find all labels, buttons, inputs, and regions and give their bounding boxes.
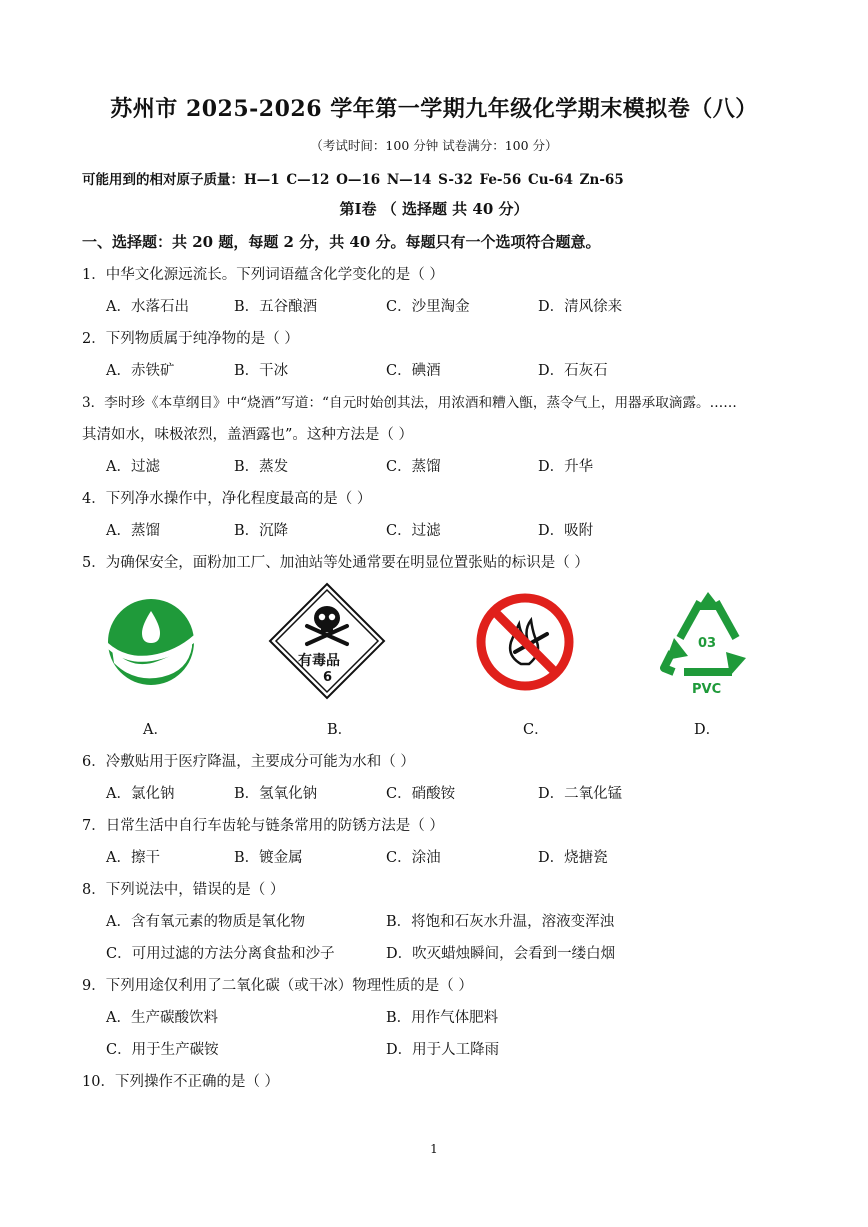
q2-option-a: A．赤铁矿 <box>106 363 175 379</box>
q6-option-a: A．氯化钠 <box>106 786 175 802</box>
q7-option-a: A．擦干 <box>106 850 160 866</box>
exam-info: （考试时间：100 分钟 试卷满分：100 分） <box>310 138 558 153</box>
q8-option-b: B．将饱和石灰水升温，溶液变浑浊 <box>386 914 615 930</box>
q3-option-d: D．升华 <box>538 459 594 475</box>
q9-option-c: C．用于生产碳铵 <box>106 1042 219 1058</box>
page-number: 1 <box>430 1142 438 1156</box>
q2-option-b: B．干冰 <box>234 363 289 379</box>
question-5-stem: 5．为确保安全，面粉加工厂、加油站等处通常要在明显位置张贴的标识是（ ） <box>82 555 589 571</box>
recycle-material-label: PVC <box>692 682 722 697</box>
toxic-class-label: 6 <box>323 670 333 685</box>
q8-option-c: C．可用过滤的方法分离食盐和沙子 <box>106 946 335 962</box>
q9-option-d: D．用于人工降雨 <box>386 1042 500 1058</box>
page-title: 苏州市 2025-2026 学年第一学期九年级化学期末模拟卷（八） <box>110 96 758 122</box>
q6-option-c: C．硝酸铵 <box>386 786 456 802</box>
question-8-stem: 8．下列说法中，错误的是（ ） <box>82 882 285 898</box>
q7-option-c: C．涂油 <box>386 850 441 866</box>
question-1-stem: 1．中华文化源远流长。下列词语蕴含化学变化的是（ ） <box>82 267 444 283</box>
q7-option-b: B．镀金属 <box>234 850 303 866</box>
question-9-stem: 9．下列用途仅利用了二氧化碳（或干冰）物理性质的是（ ） <box>82 978 473 994</box>
q9-option-b: B．用作气体肥料 <box>386 1010 499 1026</box>
q8-option-a: A．含有氧元素的物质是氧化物 <box>106 914 305 930</box>
no-fire-icon <box>475 592 575 692</box>
q9-option-a: A．生产碳酸饮料 <box>106 1010 218 1026</box>
question-7-stem: 7．日常生活中自行车齿轮与链条常用的防锈方法是（ ） <box>82 818 444 834</box>
q4-option-c: C．过滤 <box>386 523 441 539</box>
q3-option-a: A．过滤 <box>106 459 160 475</box>
section-title: 一、选择题：共 20 题，每题 2 分，共 40 分。每题只有一个选项符合题意。 <box>82 233 601 251</box>
q3-option-c: C．蒸馏 <box>386 459 441 475</box>
question-3-stem: 3．李时珍《本草纲目》中“烧酒”写道：“自元时始创其法，用浓酒和糟入甑，蒸令气上，用器承取滴露。…… <box>82 395 737 411</box>
q8-option-d: D．吹灭蜡烛瞬间，会看到一缕白烟 <box>386 946 616 962</box>
q7-option-d: D．烧搪瓷 <box>538 850 608 866</box>
q6-option-b: B．氢氧化钠 <box>234 786 318 802</box>
q1-option-b: B．五谷酿酒 <box>234 299 318 315</box>
q1-option-c: C．沙里淘金 <box>386 299 470 315</box>
q3-option-b: B．蒸发 <box>234 459 289 475</box>
water-saving-icon <box>106 597 196 687</box>
q5-option-b: B． <box>327 722 353 738</box>
q4-option-b: B．沉降 <box>234 523 289 539</box>
question-3-stem-continued: 其清如水，味极浓烈，盖酒露也”。这种方法是（ ） <box>82 427 414 443</box>
q1-option-a: A．水落石出 <box>106 299 189 315</box>
q4-option-a: A．蒸馏 <box>106 523 160 539</box>
toxic-label: 有毒品 <box>298 653 340 669</box>
question-6-stem: 6．冷敷贴用于医疗降温，主要成分可能为水和（ ） <box>82 754 415 770</box>
q6-option-d: D．二氧化锰 <box>538 786 623 802</box>
recycle-code-label: 03 <box>698 636 717 651</box>
q2-option-c: C．碘酒 <box>386 363 441 379</box>
q4-option-d: D．吸附 <box>538 523 594 539</box>
q1-option-d: D．清风徐来 <box>538 299 623 315</box>
question-10-stem: 10．下列操作不正确的是（ ） <box>82 1074 280 1090</box>
q5-option-c: C． <box>523 722 549 738</box>
toxic-substance-icon <box>268 582 386 700</box>
atomic-masses: 可能用到的相对原子质量：H—1 C—12 O—16 N—14 S-32 Fe-56 Cu-64 Zn-65 <box>82 172 624 188</box>
q5-option-d: D． <box>694 722 721 738</box>
question-4-stem: 4．下列净水操作中，净化程度最高的是（ ） <box>82 491 372 507</box>
q2-option-d: D．石灰石 <box>538 363 608 379</box>
question-2-stem: 2．下列物质属于纯净物的是（ ） <box>82 331 299 347</box>
q5-option-a: A． <box>143 722 168 738</box>
part-title: 第Ⅰ卷 （ 选择题 共 40 分） <box>339 200 529 218</box>
pvc-recycle-icon <box>660 590 756 700</box>
